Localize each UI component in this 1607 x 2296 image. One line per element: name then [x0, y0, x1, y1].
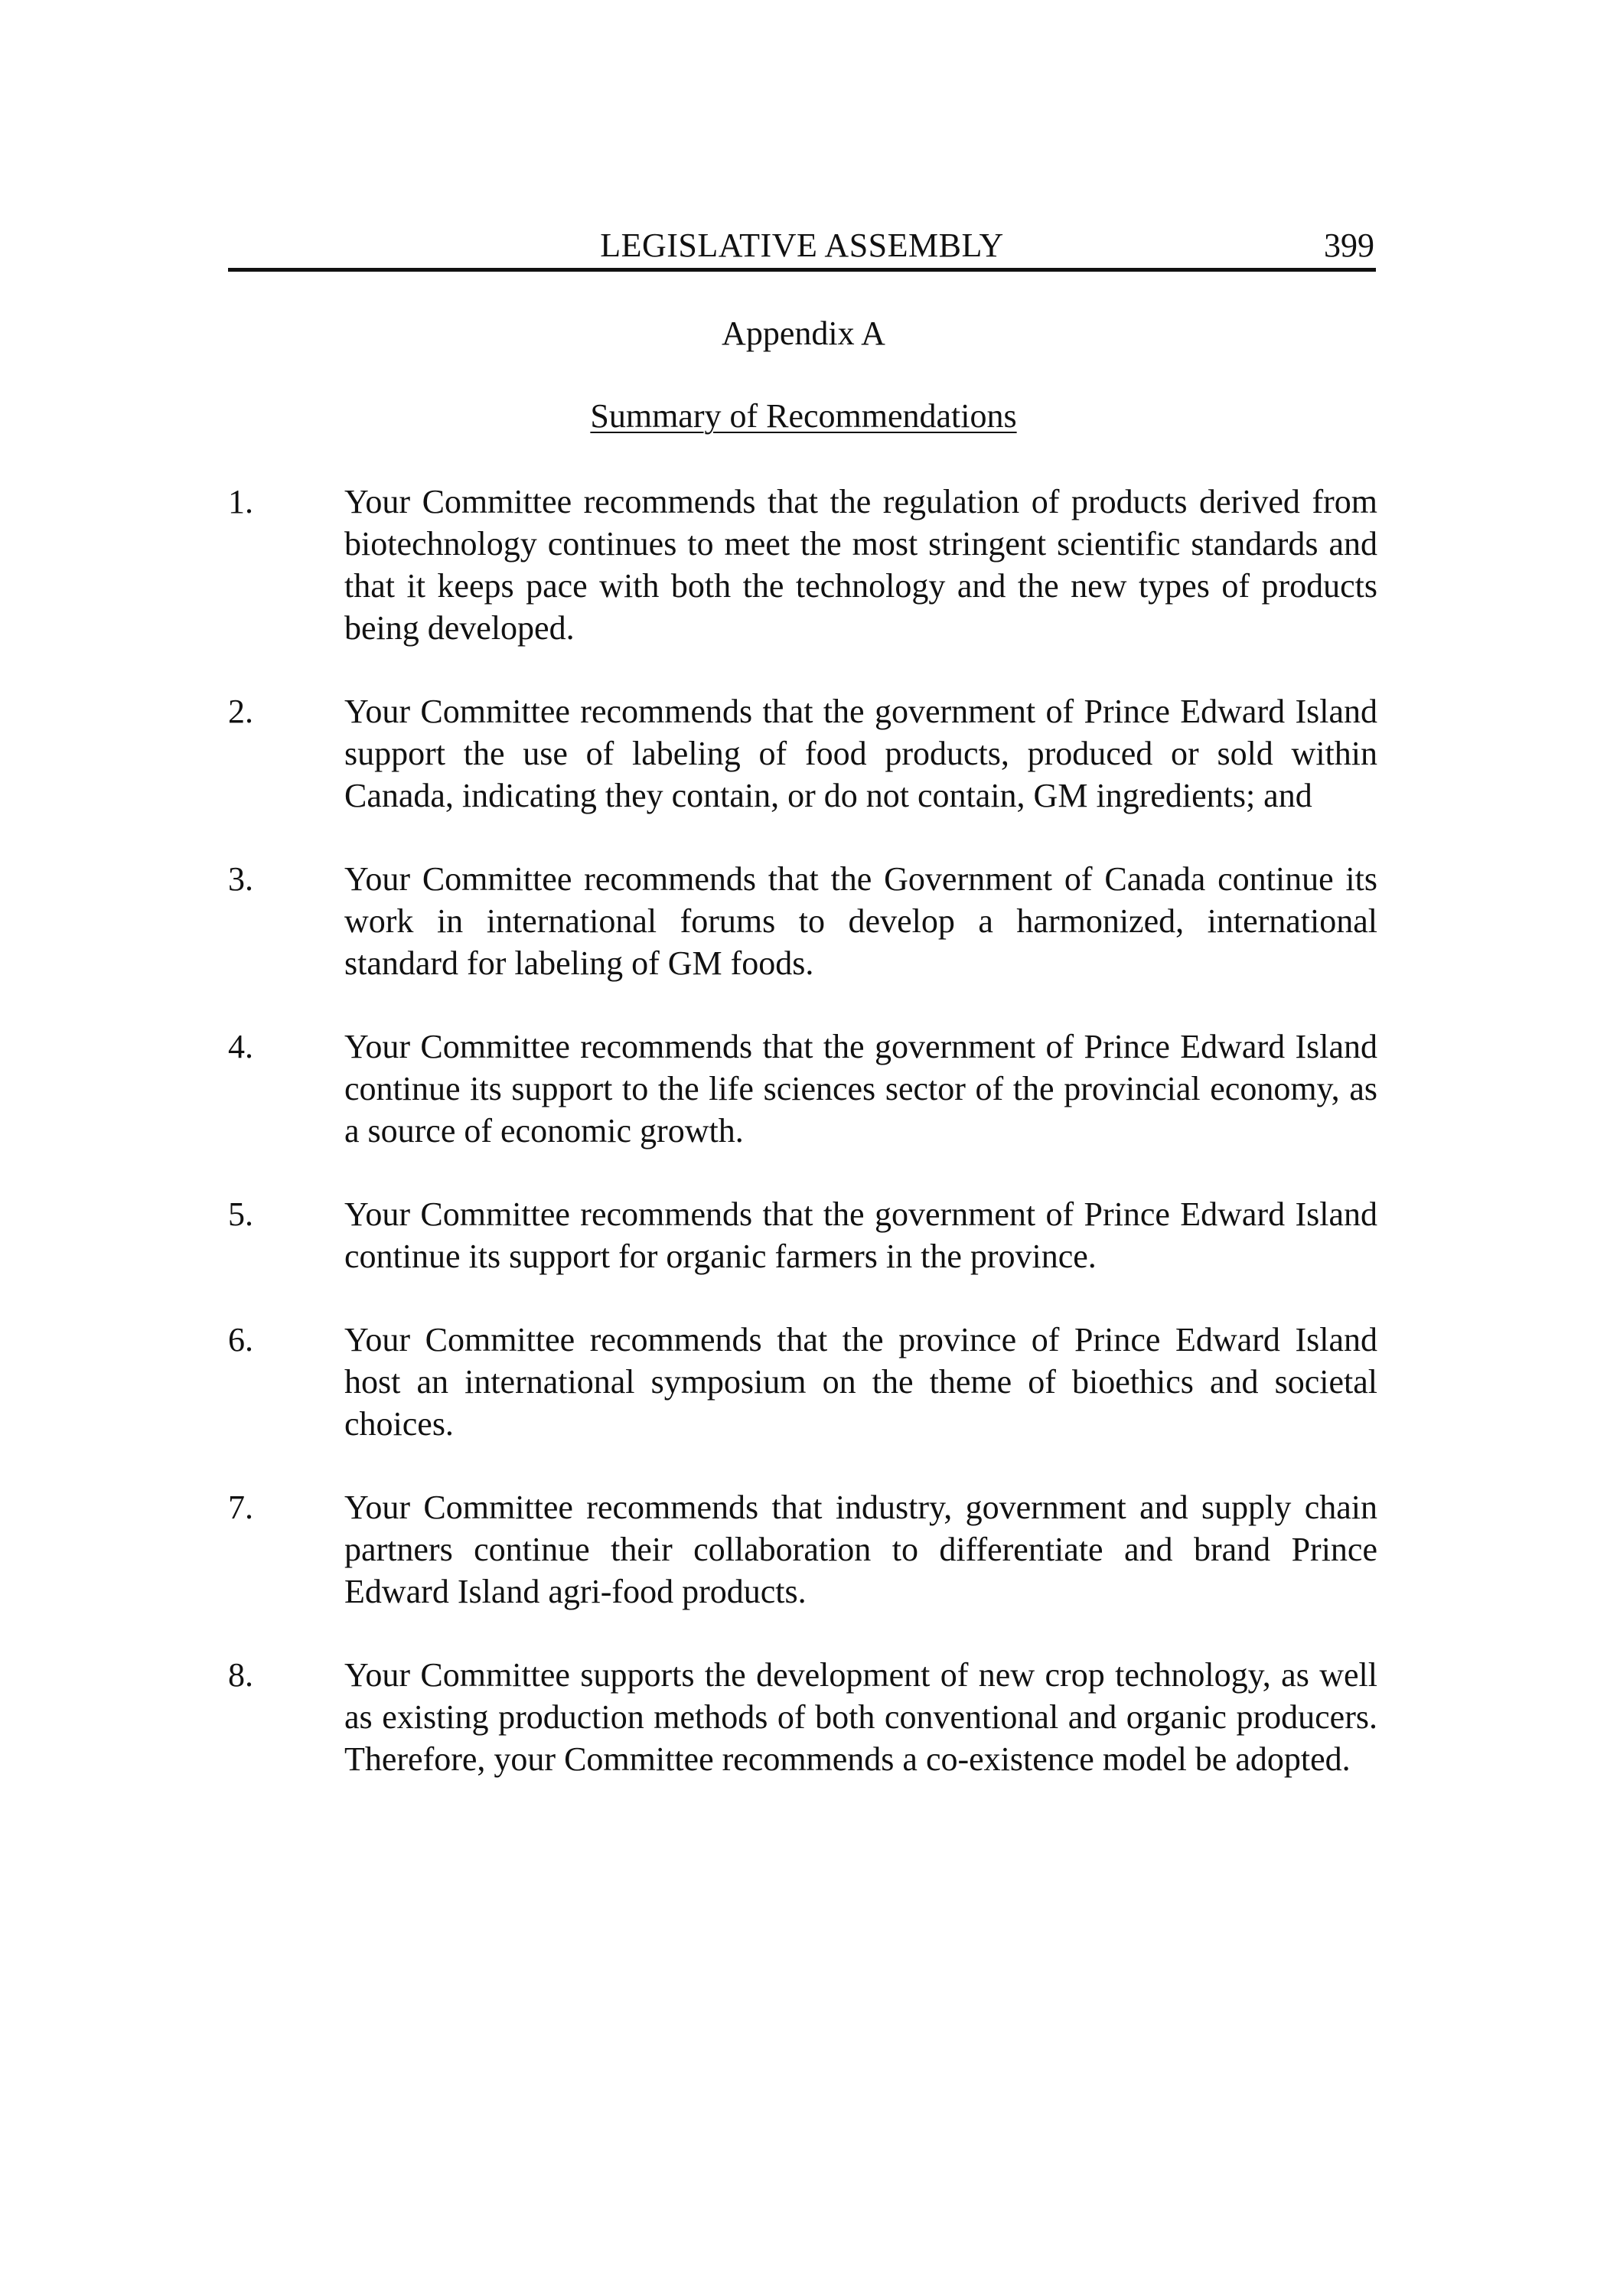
appendix-label [0, 314, 1607, 353]
recommendation-number: 7. [228, 1489, 253, 1526]
recommendation-text: Your Committee recommends that the government of Prince Edward Island continue its support for organic farmers in the province. [344, 1195, 1377, 1275]
recommendation-text: Your Committee supports the development of new crop technology, as well as existing production methods of both conventional and organic producers. Therefore, your Committee recommends a co-existence model be adopted. [344, 1656, 1377, 1778]
recommendation-text: Your Committee recommends that the government of Prince Edward Island continue its support to the life sciences sector of the provincial economy, as a source of economic growth. [344, 1028, 1377, 1150]
recommendation-item [228, 1193, 1377, 1277]
appendix-label-text: Appendix A [722, 315, 885, 352]
page-number: 399 [1324, 227, 1374, 264]
recommendation-item [228, 1486, 1377, 1613]
header-title: LEGISLATIVE ASSEMBLY [600, 227, 1004, 264]
recommendation-text: Your Committee recommends that the government of Prince Edward Island support the use of labeling of food products, produced or sold within Canada, indicating they contain, or do not contain, GM ingredients; and [344, 693, 1377, 814]
recommendation-text: Your Committee recommends that the Government of Canada continue its work in international forums to develop a harmonized, international standard for labeling of GM foods. [344, 860, 1377, 982]
recommendations-list [228, 481, 1377, 1821]
recommendation-number: 8. [228, 1656, 253, 1694]
recommendation-number: 2. [228, 693, 253, 730]
recommendation-item [228, 1026, 1377, 1152]
recommendation-number: 6. [228, 1321, 253, 1358]
recommendation-item [228, 1319, 1377, 1445]
recommendation-item [228, 1654, 1377, 1780]
recommendation-item [228, 858, 1377, 984]
page-header [228, 222, 1376, 272]
recommendation-item [228, 481, 1377, 649]
recommendation-number: 5. [228, 1195, 253, 1233]
recommendation-number: 3. [228, 860, 253, 898]
recommendation-number: 4. [228, 1028, 253, 1065]
recommendation-item [228, 690, 1377, 817]
recommendation-text: Your Committee recommends that the province of Prince Edward Island host an international symposium on the theme of bioethics and societal choices. [344, 1321, 1377, 1443]
section-title-text: Summary of Recommendations [590, 397, 1017, 435]
recommendation-number: 1. [228, 483, 253, 520]
recommendation-text: Your Committee recommends that the regulation of products derived from biotechnology continues to meet the most stringent scientific standards and that it keeps pace with both the technology and the new types of products being developed. [344, 483, 1377, 647]
recommendation-text: Your Committee recommends that industry, government and supply chain partners continue their collaboration to differentiate and brand Prince Edward Island agri-food products. [344, 1489, 1377, 1610]
section-title [0, 396, 1607, 435]
